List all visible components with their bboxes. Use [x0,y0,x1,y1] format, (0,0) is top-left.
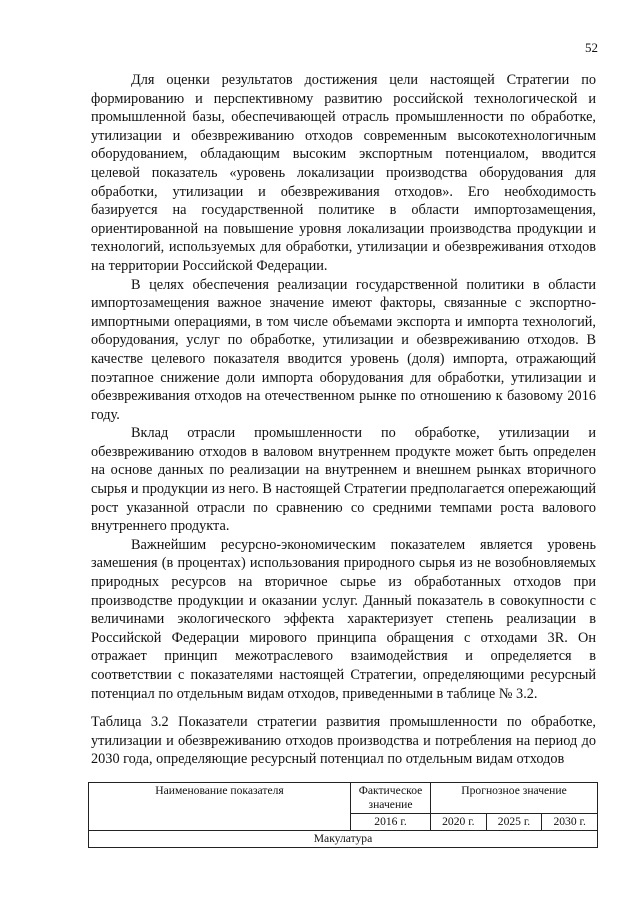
header-forecast-value: Прогнозное значение [431,783,598,814]
header-year-2030: 2030 г. [542,814,598,831]
header-indicator-name: Наименование показателя [89,783,351,831]
table-section-row [89,831,598,848]
header-year-2016: 2016 г. [351,814,431,831]
paragraph: Вклад отрасли промышленности по обработке, утилизации и обезвреживанию отходов в валовом внутреннем продукте может быть определен на основе данных по реализации на внутреннем и внешнем рынках вторичного сырья и продукции из него. В настоящей Стратегии предполагается опережающий рост указанной отрасли по сравнению со средними темпами роста валового внутреннего продукта. [91,425,596,535]
indicators-table [88,782,598,848]
header-year-2025: 2025 г. [486,814,542,831]
body-text [91,71,596,703]
paragraph: Важнейшим ресурсно-экономическим показателем является уровень замешения (в процентах) использования природного сырья из не возобновляемых природных ресурсов на вторичное сырье из обработанных отходов при производстве продукции и оказании услуг. Данный показатель в совокупности с величинами экологического эффекта характеризует степень реализации в Российской Федерации мирового принципа обращения с отходами 3R. Он отражает принцип межотраслевого взаимодействия и определяется в соответствии с показателями настоящей Стратегии, определяющими ресурсный потенциал по отдельным видам отходов, приведенными в таблице № 3.2. [91,536,596,702]
table-caption: Таблица 3.2 Показатели стратегии развития промышленности по обработке, утилизации и обезвреживанию отходов производства и потребления на период до 2030 года, определяющие ресурсный потенциал по отдельным видам отходов [91,714,596,768]
paragraph: Для оценки результатов достижения цели настоящей Стратегии по формированию и перспективному развитию российской технологической и промышленной базы, обеспечивающей отрасль промышленности по обработке, утилизации и обезвреживанию отходов современным высокотехнологичным оборудованием, обладающим высоким экспортным потенциалом, вводится целевой показатель «уровень локализации производства оборудования для обработки, утилизации и обезвреживания отходов». Его необходимость базируется на государственной политике в области импортозамещения, ориентированной на повышение уровня локализации производства продукции и технологий, используемых для обработки, утилизации и обезвреживания отходов на территории Российской Федерации. [91,72,596,274]
page-number: 52 [585,40,598,55]
header-year-2020: 2020 г. [431,814,487,831]
table-header-row [89,783,598,814]
section-label: Макулатура [89,831,598,848]
paragraph: В целях обеспечения реализации государственной политики в области импортозамещения важное значение имеют факторы, связанные с экспортно-импортными операциями, в том числе объемами экспорта и импорта технологий, оборудования, услуг по обработке, утилизации и обезвреживанию отходов. В качестве целевого показателя вводится уровень (доля) импорта, отражающий поэтапное снижение доли импорта оборудования для обработки, утилизации и обезвреживания отходов на отечественном рынке по отношению к базовому 2016 году. [91,276,596,423]
header-actual-value: Фактическое значение [351,783,431,814]
